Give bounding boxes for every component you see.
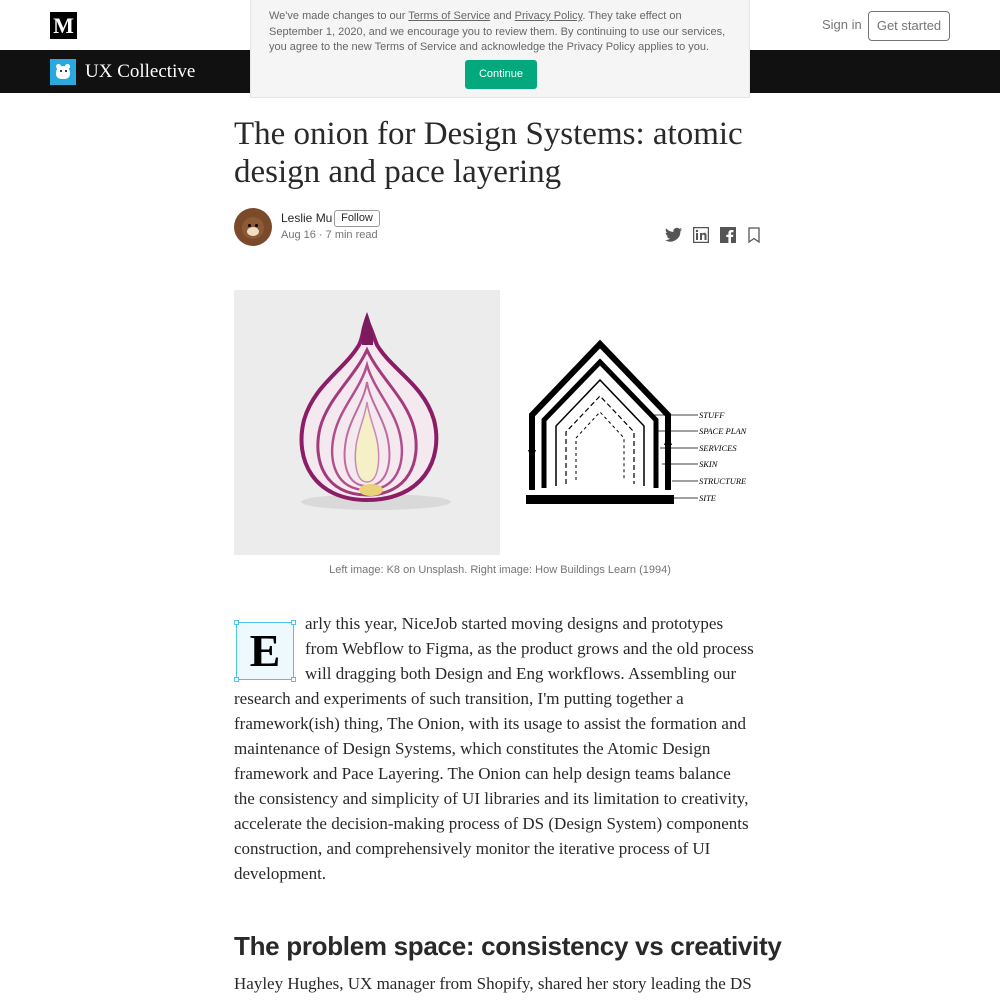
paragraph-line: construction, and comprehensively monitor the iterative process of UI xyxy=(234,839,711,858)
image-caption: Left image: K8 on Unsplash. Right image: How Buildings Learn (1994) xyxy=(329,564,671,576)
linkedin-icon[interactable] xyxy=(693,227,709,243)
follow-button[interactable]: Follow xyxy=(334,210,380,227)
article-meta: Aug 16 · 7 min read xyxy=(281,229,378,241)
publication-name[interactable]: UX Collective xyxy=(85,61,196,82)
bookmark-icon[interactable] xyxy=(748,227,760,243)
get-started-button[interactable]: Get started xyxy=(868,11,950,41)
diagram-label-stuff: STUFF xyxy=(699,410,725,420)
diagram-label-site: SITE xyxy=(699,493,716,503)
article-title: The onion for Design Systems: atomic design and pace layering xyxy=(234,116,743,190)
resize-handle-bottom-left[interactable] xyxy=(234,677,239,682)
ux-collective-logo-icon[interactable] xyxy=(50,59,76,85)
resize-handle-bottom-right[interactable] xyxy=(291,677,296,682)
paragraph-line: development. xyxy=(234,864,327,883)
terms-of-service-link[interactable]: Terms of Service xyxy=(408,10,491,22)
diagram-label-structure: STRUCTURE xyxy=(699,476,747,486)
terms-banner-text: We've made changes to our Terms of Service and Privacy Policy. They take effect on September 1, 2020, and we encourage you to review them. By continuing to use our services, you agree to the new Terms of Service and acknowledge the Privacy Policy applies to you. xyxy=(269,10,726,53)
paragraph-line: from Webflow to Figma, as the product grows and the old process xyxy=(305,639,754,658)
pace-layering-diagram xyxy=(508,330,768,510)
diagram-label-services: SERVICES xyxy=(699,443,737,453)
paragraph-line: will dragging both Design and Eng workflows. Assembling our xyxy=(305,664,737,683)
paragraph-line: research and experiments of such transition, I'm putting together a xyxy=(234,689,684,708)
paragraph-line: framework and Pace Layering. The Onion can help design teams balance xyxy=(234,764,731,783)
author-avatar[interactable] xyxy=(234,208,272,246)
twitter-icon[interactable] xyxy=(665,227,683,243)
author-name[interactable]: Leslie Mu xyxy=(281,211,333,225)
paragraph-line: framework(ish) thing, The Onion, with its usage to assist the formation and xyxy=(234,714,746,733)
paragraph-line: Hayley Hughes, UX manager from Shopify, shared her story leading the DS xyxy=(234,974,752,993)
sign-in-link[interactable]: Sign in xyxy=(822,17,862,32)
facebook-icon[interactable] xyxy=(720,227,736,243)
section-heading: The problem space: consistency vs creativity xyxy=(234,931,782,961)
paragraph-line: accelerate the decision-making process of DS (Design System) components xyxy=(234,814,749,833)
drop-cap[interactable]: E xyxy=(236,622,294,680)
diagram-label-skin: SKIN xyxy=(699,459,718,469)
diagram-label-space-plan: SPACE PLAN xyxy=(699,426,747,436)
onion-photo xyxy=(234,290,500,555)
continue-button[interactable]: Continue xyxy=(465,60,537,89)
resize-handle-top-left[interactable] xyxy=(234,620,239,625)
paragraph-line: the consistency and simplicity of UI libraries and its limitation to creativity, xyxy=(234,789,749,808)
paragraph-line: arly this year, NiceJob started moving designs and prototypes xyxy=(305,614,724,633)
paragraph-line: maintenance of Design Systems, which constitutes the Atomic Design xyxy=(234,739,711,758)
terms-banner xyxy=(250,0,750,98)
medium-logo[interactable]: M xyxy=(50,12,77,39)
resize-handle-top-right[interactable] xyxy=(291,620,296,625)
privacy-policy-link[interactable]: Privacy Policy xyxy=(514,10,583,22)
